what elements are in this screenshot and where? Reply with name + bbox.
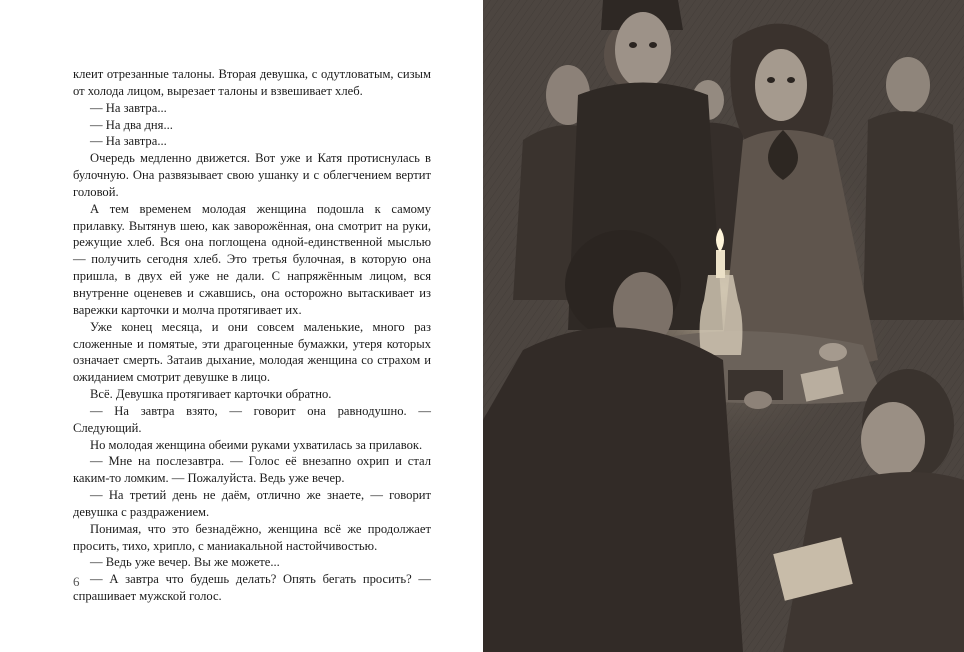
paragraph: Всё. Девушка протягивает карточки обратно. [90, 387, 332, 402]
paragraph: — А завтра что будешь делать? Опять бегать просить? — спрашивает мужской голос. [73, 572, 431, 604]
paragraph: — На третий день не даём, отлично же знаете, — говорит девушка с раздражением. [73, 488, 431, 519]
paragraph: Понимая, что это безнадёжно, женщина всё же продолжает просить, тихо, хрипло, с маниакальной настойчивостью. [73, 521, 431, 553]
page-number: 6 [73, 574, 80, 589]
paragraph: — Мне на послезавтра. — Голос её внезапно охрип и стал каким-то ломким. — Пожалуйста. Ведь уже вечер. [73, 454, 431, 486]
illustration-drawing [483, 0, 964, 652]
paragraph: — Ведь уже вечер. Вы же можете... [90, 555, 280, 570]
illustration-bakery-queue [483, 0, 964, 652]
paragraph: Но молодая женщина обеими руками ухватилась за прилавок. [90, 437, 423, 452]
body-text [73, 66, 431, 605]
paragraph: А тем временем молодая женщина подошла к самому прилавку. Вытянув шею, как заворожённая, она смотрит на руки, режущие хлеб. Вся она поглощена одной-единственной мыслью — получить сегодня хлеб. Это третья булочная, в которую она пришла, в двух ей уже не дали. С напряжённым лицом, вся внутренне оценевев и сжавшись, она осторожно вытаскивает из варежки карточки и молча протягивает их. [73, 201, 431, 317]
paragraph: — На два дня... [90, 117, 173, 132]
paragraph: — На завтра... [90, 100, 167, 115]
paragraph: Уже конец месяца, и они совсем маленькие, много раз сложенные и помятые, эти драгоценные бумажки, утеря которых означает смерть. Затаив дыхание, молодая женщина со страхом и ожиданием смотрит девушке в лицо. [73, 319, 431, 385]
paragraph: Очередь медленно движется. Вот уже и Катя протиснулась в булочную. Она развязывает свою ушанку и с облегчением вертит головой. [73, 151, 431, 199]
paragraph: — На завтра взято, — говорит она равнодушно. — Следующий. [73, 403, 431, 435]
paragraph: — На завтра... [90, 134, 167, 149]
paragraph: клеит отрезанные талоны. Вторая девушка, с одутловатым, сизым от холода лицом, вырезает талоны и взвешивает хлеб. [73, 67, 431, 98]
